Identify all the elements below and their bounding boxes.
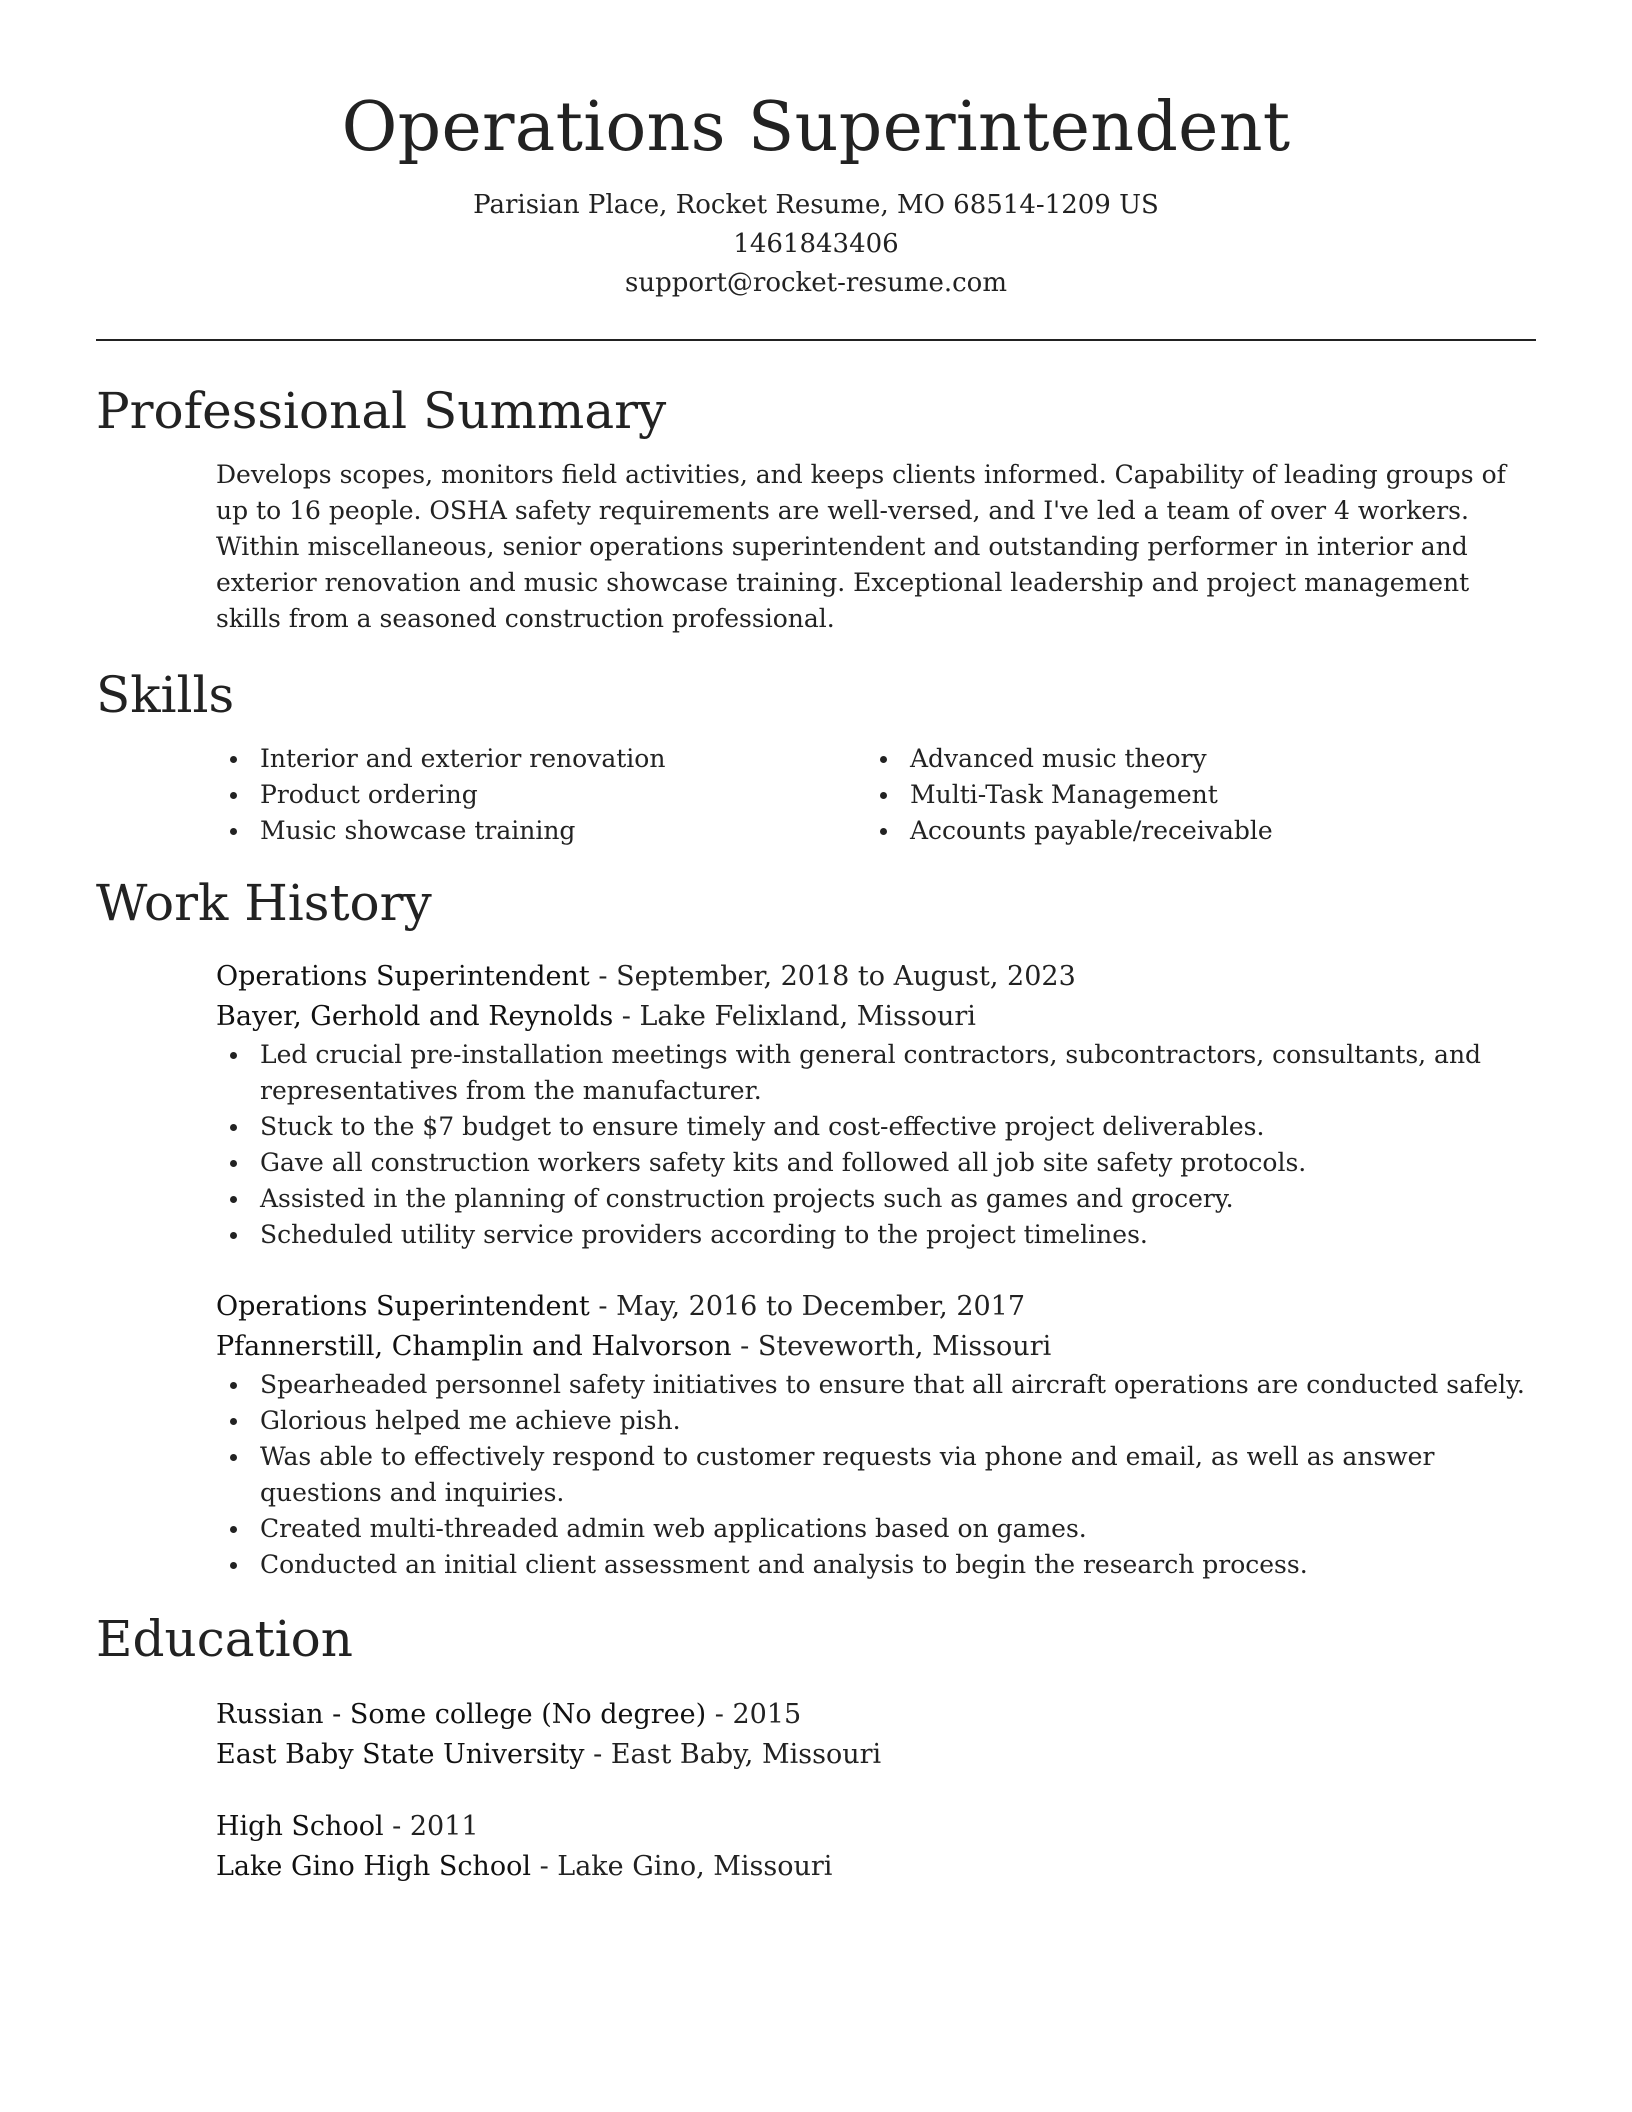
- responsibility-item: Was able to effectively respond to customer requests via phone and email, as well as answer questions and inquiries.: [216, 1439, 1536, 1511]
- graduation-year: - 2011: [383, 1811, 479, 1842]
- education-heading: Education: [96, 1610, 353, 1668]
- job-company-line: [216, 997, 1536, 1037]
- education-entry: [216, 1695, 1536, 1775]
- skills-list: [216, 741, 1536, 849]
- resume-header: [96, 0, 1536, 303]
- job-role: Operations Superintendent: [216, 1291, 590, 1322]
- skill-item: Advanced music theory: [866, 741, 1516, 777]
- degree: Russian - Some college (No degree): [216, 1699, 707, 1730]
- education-entry: [216, 1807, 1536, 1887]
- skills-heading: Skills: [96, 666, 235, 724]
- job-responsibilities: [216, 1037, 1536, 1253]
- job-dates: - September, 2018 to August, 2023: [589, 961, 1076, 992]
- summary-text: Develops scopes, monitors field activities, and keeps clients informed. Capability of leading groups of up to 16 people. OSHA safety requirements are well-versed, and I've led a team of over 4 workers. Within miscellaneous, senior operations superintendent and outstanding performer in interior and exterior renovation and music showcase training. Exceptional leadership and project management skills from a seasoned construction professional.: [216, 460, 1506, 633]
- degree-line: [216, 1807, 1536, 1847]
- skills-column-right: [866, 741, 1516, 849]
- candidate-name: Operations Superintendent: [341, 88, 1291, 167]
- header-divider: [96, 339, 1536, 341]
- school-name: Lake Gino High School: [216, 1851, 531, 1882]
- responsibility-item: Spearheaded personnel safety initiatives to ensure that all aircraft operations are conducted safely.: [216, 1367, 1536, 1403]
- skill-item: Product ordering: [216, 777, 866, 813]
- school-location: - East Baby, Missouri: [584, 1739, 882, 1770]
- responsibility-item: Created multi-threaded admin web applications based on games.: [216, 1511, 1536, 1547]
- work-history-heading: Work History: [96, 874, 432, 932]
- responsibility-item: Stuck to the $7 budget to ensure timely and cost-effective project deliverables.: [216, 1109, 1536, 1145]
- resume-page: [96, 0, 1536, 1887]
- responsibility-item: Conducted an initial client assessment and analysis to begin the research process.: [216, 1547, 1536, 1583]
- skill-item: Music showcase training: [216, 813, 866, 849]
- responsibility-item: Assisted in the planning of construction projects such as games and grocery.: [216, 1181, 1536, 1217]
- skill-item: Multi-Task Management: [866, 777, 1516, 813]
- job-entry: [216, 957, 1536, 1253]
- summary-heading: Professional Summary: [96, 382, 667, 440]
- school-line: [216, 1847, 1536, 1887]
- responsibility-item: Glorious helped me achieve pish.: [216, 1403, 1536, 1439]
- job-title-line: [216, 957, 1536, 997]
- school-location: - Lake Gino, Missouri: [530, 1851, 833, 1882]
- responsibility-item: Led crucial pre-installation meetings with general contractors, subcontractors, consultants, and representatives from the manufacturer.: [216, 1037, 1536, 1109]
- school-line: [216, 1735, 1536, 1775]
- job-company: Bayer, Gerhold and Reynolds: [216, 1001, 614, 1032]
- job-company-line: [216, 1327, 1536, 1367]
- degree-line: [216, 1695, 1536, 1735]
- skill-item: Accounts payable/receivable: [866, 813, 1516, 849]
- job-title-line: [216, 1287, 1536, 1327]
- job-entry: [216, 1287, 1536, 1583]
- skill-item: Interior and exterior renovation: [216, 741, 866, 777]
- job-responsibilities: [216, 1367, 1536, 1583]
- skills-column-left: [216, 741, 866, 849]
- school-name: East Baby State University: [216, 1739, 585, 1770]
- job-dates: - May, 2016 to December, 2017: [589, 1291, 1026, 1322]
- email: support@rocket-resume.com: [624, 268, 1007, 298]
- phone: 1461843406: [733, 229, 899, 259]
- graduation-year: - 2015: [706, 1699, 802, 1730]
- address: Parisian Place, Rocket Resume, MO 68514-1209 US: [473, 190, 1159, 220]
- job-company: Pfannerstill, Champlin and Halvorson: [216, 1331, 732, 1362]
- job-location: - Lake Felixland, Missouri: [613, 1001, 976, 1032]
- degree: High School: [216, 1811, 384, 1842]
- job-location: - Steveworth, Missouri: [731, 1331, 1052, 1362]
- job-role: Operations Superintendent: [216, 961, 590, 992]
- responsibility-item: Scheduled utility service providers according to the project timelines.: [216, 1217, 1536, 1253]
- contact-info: [96, 186, 1536, 303]
- responsibility-item: Gave all construction workers safety kits and followed all job site safety protocols.: [216, 1145, 1536, 1181]
